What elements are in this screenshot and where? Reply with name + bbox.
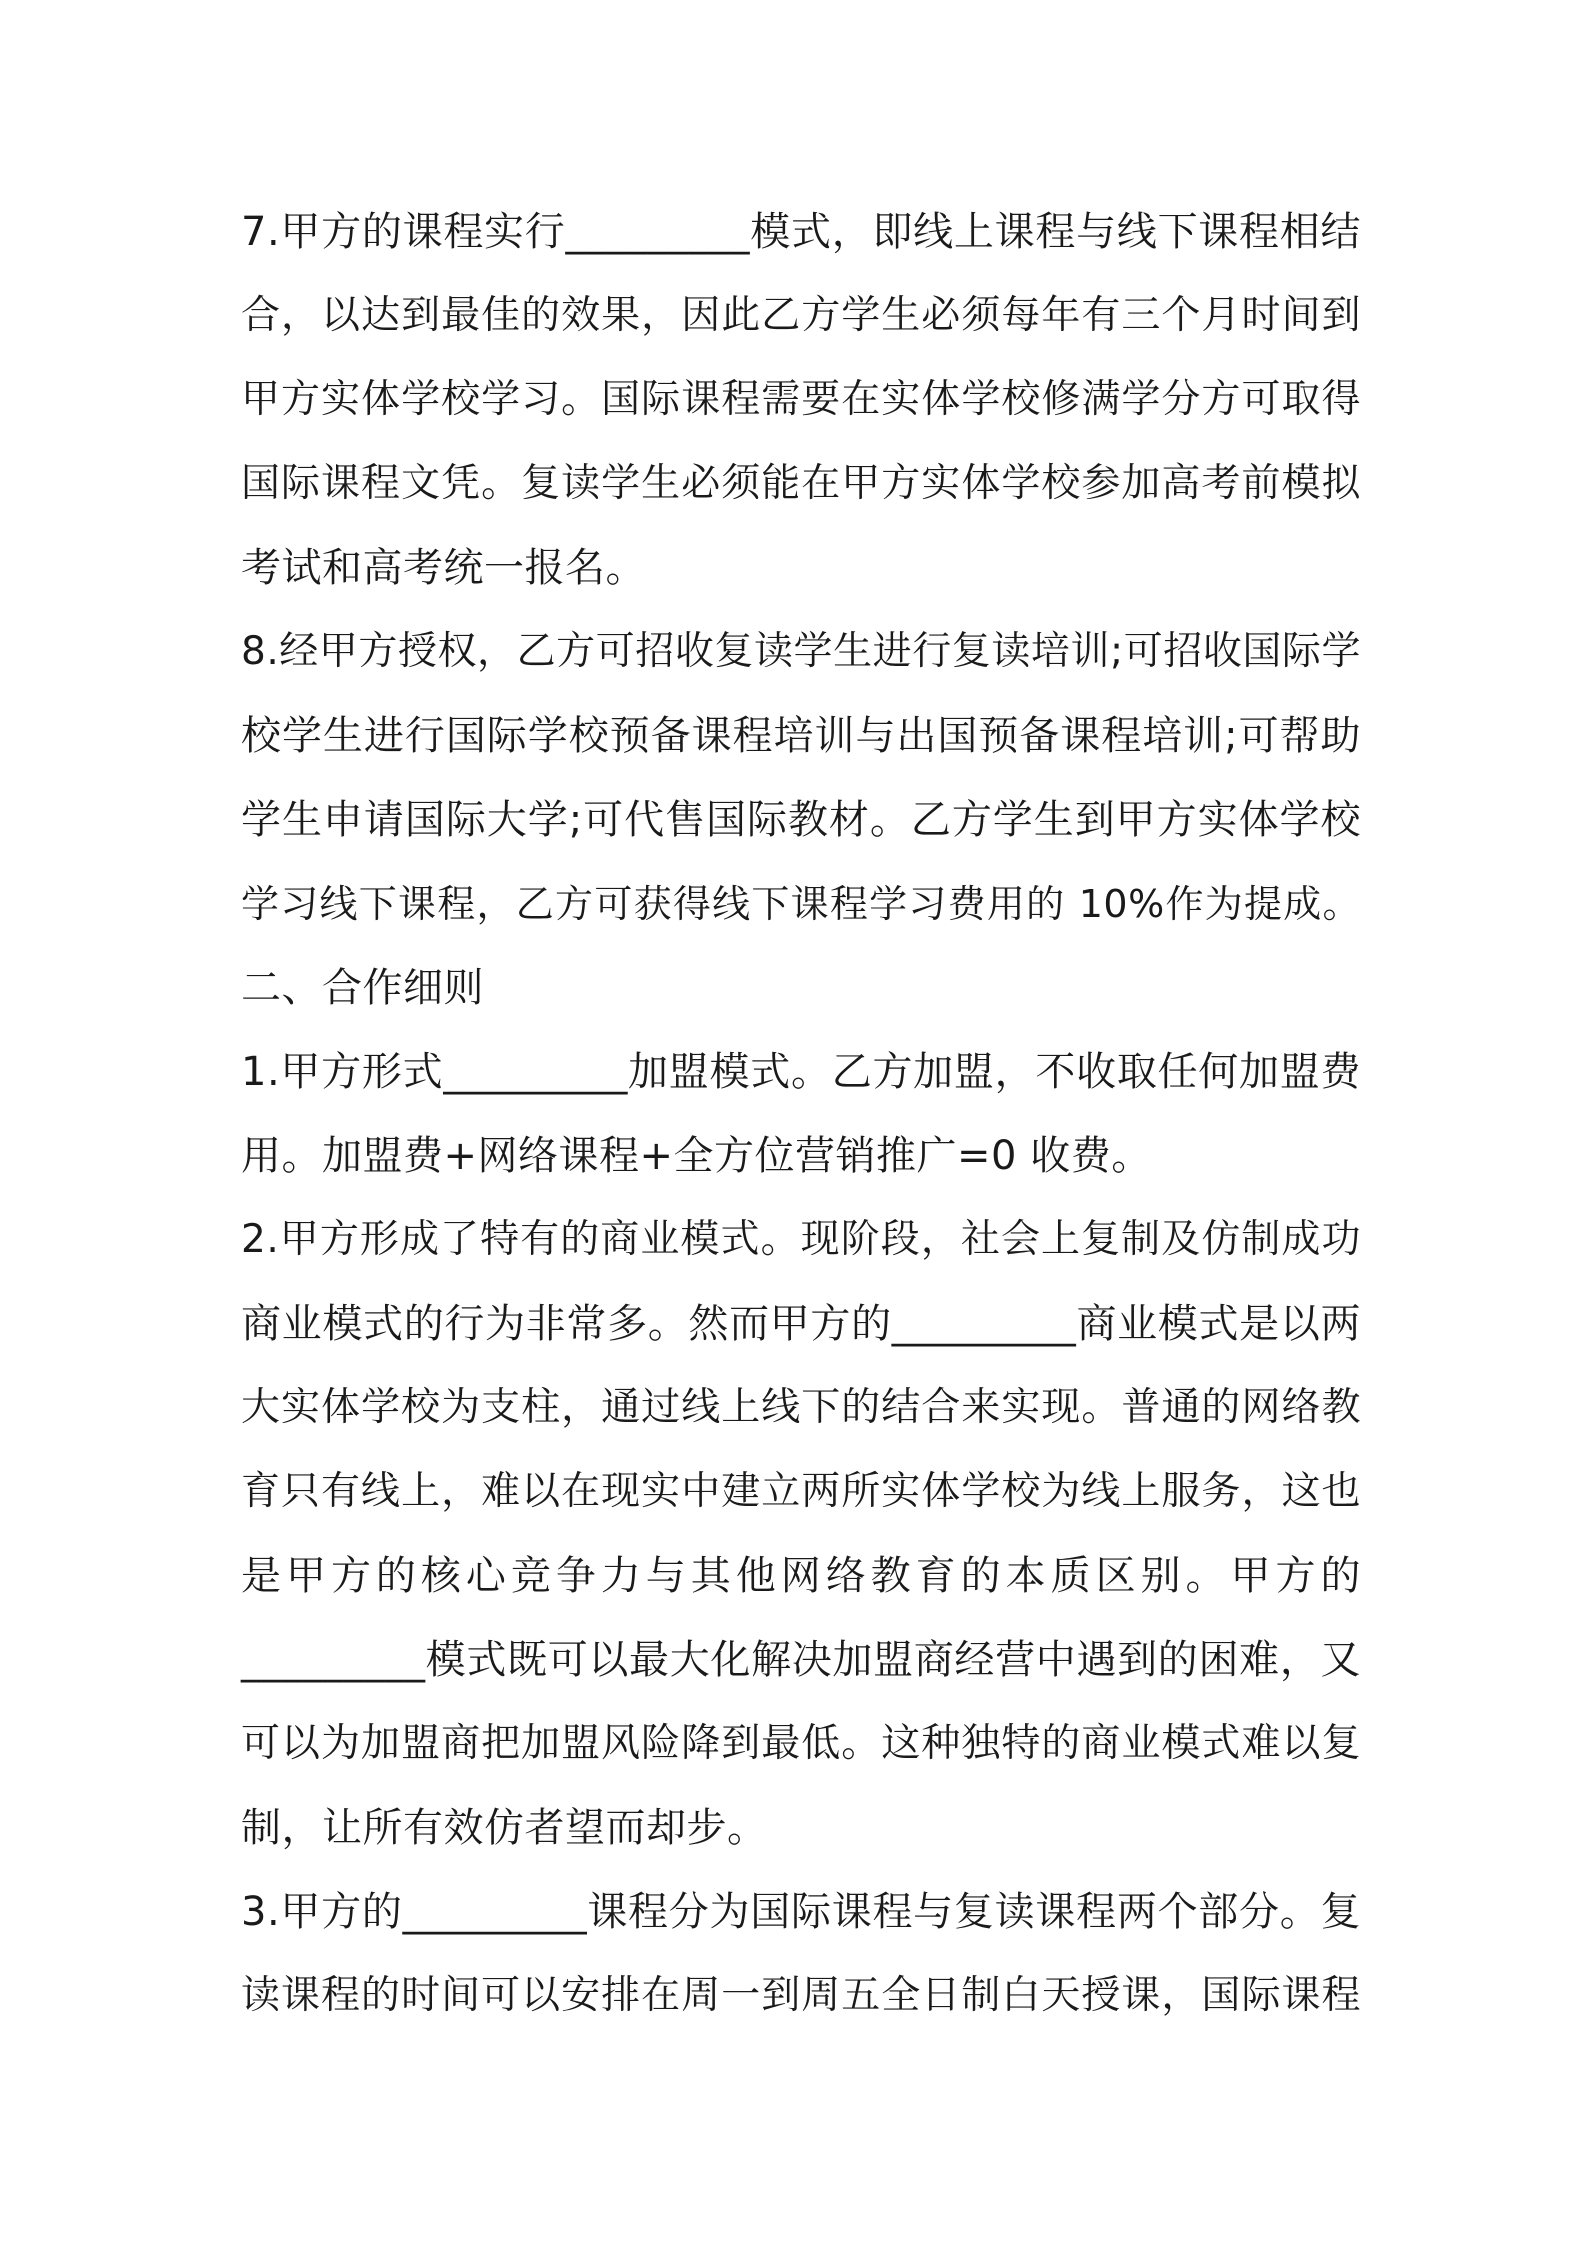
text-line: 国际课程文凭。复读学生必须能在甲方实体学校参加高考前模拟 <box>241 461 1361 506</box>
text-line: 大实体学校为支柱，通过线上线下的结合来实现。普通的网络教 <box>241 1385 1361 1430</box>
text-line: 可以为加盟商把加盟风险降到最低。这种独特的商业模式难以复 <box>241 1721 1361 1766</box>
text-line: 3.甲方的_________课程分为国际课程与复读课程两个部分。复 <box>241 1889 1361 1935</box>
text-line: 考试和高考统一报名。 <box>241 545 646 591</box>
document-body <box>241 190 1361 2038</box>
text-line: 2.甲方形成了特有的商业模式。现阶段，社会上复制及仿制成功 <box>241 1217 1361 1262</box>
text-line: 用。加盟费+网络课程+全方位营销推广=0 收费。 <box>241 1133 1152 1179</box>
text-line: 7.甲方的课程实行_________模式，即线上课程与线下课程相结 <box>241 209 1361 255</box>
text-line: 合，以达到最佳的效果，因此乙方学生必须每年有三个月时间到 <box>241 293 1361 338</box>
text-line: 学习线下课程，乙方可获得线下课程学习费用的 10%作为提成。 <box>241 882 1361 926</box>
text-line: 学生申请国际大学;可代售国际教材。乙方学生到甲方实体学校 <box>241 797 1361 843</box>
text-line: 是甲方的核心竞争力与其他网络教育的本质区别。甲方的 <box>241 1553 1361 1599</box>
text-line: 商业模式的行为非常多。然而甲方的_________商业模式是以两 <box>241 1301 1361 1347</box>
text-line: 1.甲方形式_________加盟模式。乙方加盟，不收取任何加盟费 <box>241 1049 1361 1095</box>
text-line: 校学生进行国际学校预备课程培训与出国预备课程培训;可帮助 <box>241 713 1361 759</box>
text-line: 育只有线上，难以在现实中建立两所实体学校为线上服务，这也 <box>241 1469 1361 1514</box>
section-heading: 二、合作细则 <box>241 965 484 1011</box>
text-line: 甲方实体学校学习。国际课程需要在实体学校修满学分方可取得 <box>241 377 1361 422</box>
text-line: 制，让所有效仿者望而却步。 <box>241 1805 768 1851</box>
text-line: _________模式既可以最大化解决加盟商经营中遇到的困难，又 <box>241 1637 1361 1683</box>
text-line: 读课程的时间可以安排在周一到周五全日制白天授课，国际课程 <box>241 1973 1361 2018</box>
text-line: 8.经甲方授权，乙方可招收复读学生进行复读培训;可招收国际学 <box>241 629 1361 674</box>
